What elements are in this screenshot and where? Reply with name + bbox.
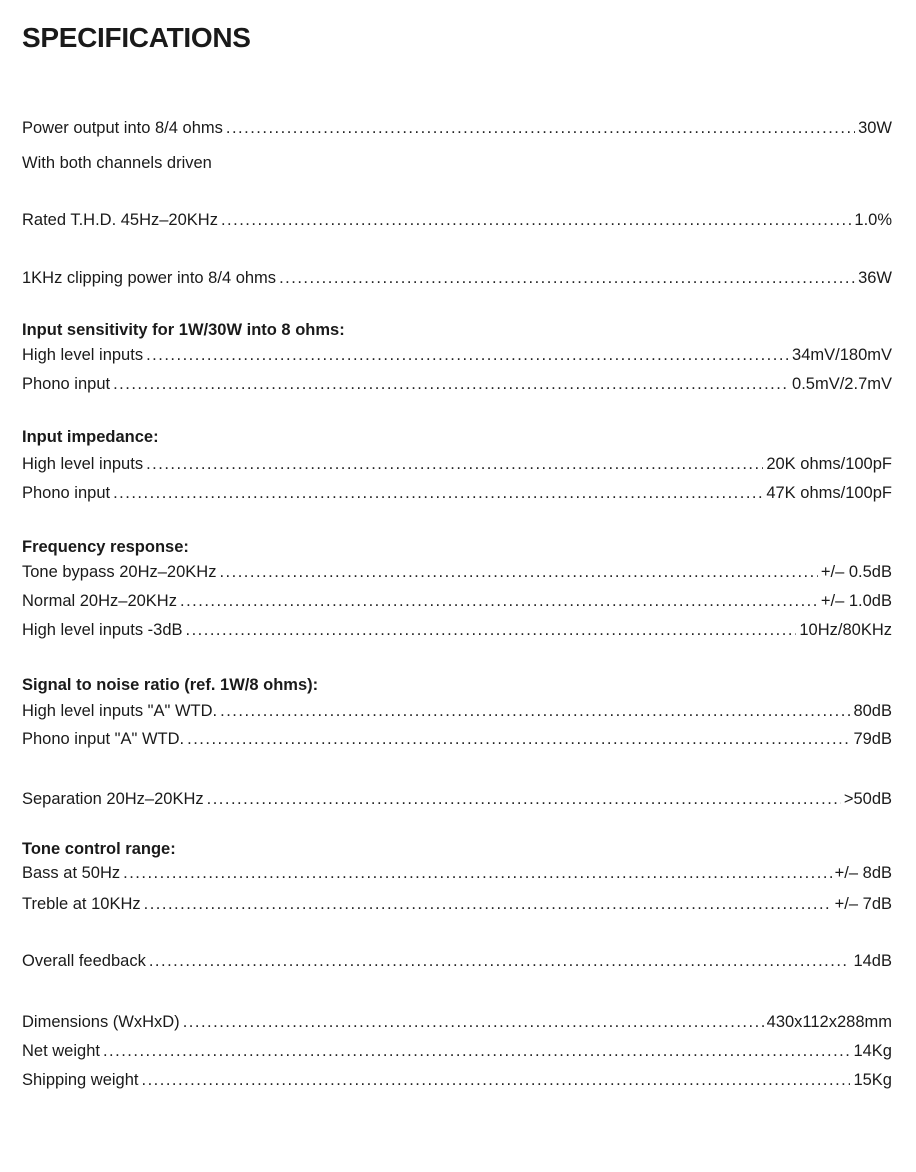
spec-label: Phono input [22,484,111,502]
leader-dots [180,591,818,611]
spec-label: Separation 20Hz–20KHz [22,790,204,808]
leader-dots [146,345,789,365]
leader-dots [144,894,832,914]
leader-dots [113,374,789,394]
spec-row-overall-feedback [22,951,892,971]
spec-row-sensitivity-high [22,345,892,365]
spec-value: +/– 8dB [834,864,892,882]
spec-value: 14Kg [853,1042,892,1060]
page-title: SPECIFICATIONS [22,22,251,53]
spec-row-snr-phono [22,729,892,749]
leader-dots [103,1041,850,1061]
leader-dots [219,562,817,582]
spec-label: Dimensions (WxHxD) [22,1013,180,1031]
spec-label: High level inputs [22,455,144,473]
leader-dots [221,210,851,230]
spec-row-treble [22,894,892,914]
spec-row-power-output [22,118,892,138]
spec-value: 20K ohms/100pF [766,455,892,473]
spec-row-thd [22,210,892,230]
spec-label: Rated T.H.D. 45Hz–20KHz [22,211,218,229]
leader-dots [149,951,851,971]
spec-row-impedance-high [22,454,892,474]
spec-row-tone-bypass [22,562,892,582]
leader-dots [279,268,855,288]
spec-value: >50dB [843,790,892,808]
spec-label: Treble at 10KHz [22,895,141,913]
spec-label: High level inputs -3dB [22,621,183,639]
leader-dots [123,863,832,883]
leader-dots [183,1012,764,1032]
spec-label: 1KHz clipping power into 8/4 ohms [22,269,277,287]
spec-value: 430x112x288mm [766,1013,892,1031]
spec-value: +/– 0.5dB [820,563,892,581]
spec-value: 34mV/180mV [792,346,892,364]
spec-row-sensitivity-phono [22,374,892,394]
spec-value: +/– 7dB [834,895,892,913]
spec-value: +/– 1.0dB [820,592,892,610]
section-heading-input-sensitivity: Input sensitivity for 1W/30W into 8 ohms: [22,321,345,339]
spec-label: Net weight [22,1042,100,1060]
spec-label: Tone bypass 20Hz–20KHz [22,563,217,581]
spec-label: Bass at 50Hz [22,864,121,882]
spec-value: 47K ohms/100pF [766,484,892,502]
leader-dots [220,701,850,721]
spec-row-dimensions [22,1012,892,1032]
spec-row-shipping-weight [22,1070,892,1090]
spec-row-impedance-phono [22,483,892,503]
leader-dots [113,483,763,503]
leader-dots [186,620,797,640]
spec-label: Power output into 8/4 ohms [22,119,223,137]
spec-row-net-weight [22,1041,892,1061]
spec-row-high-level-3db [22,620,892,640]
spec-value: 0.5mV/2.7mV [792,375,892,393]
spec-label: High level inputs [22,346,144,364]
spec-row-clipping-power [22,268,892,288]
spec-label: Normal 20Hz–20KHz [22,592,177,610]
spec-row-normal [22,591,892,611]
spec-row-separation [22,789,892,809]
spec-value: 36W [858,269,892,287]
spec-row-snr-high [22,701,892,721]
leader-dots [207,789,841,809]
leader-dots [142,1070,851,1090]
spec-note-both-channels: With both channels driven [22,154,212,172]
spec-label: Phono input "A" WTD. [22,730,185,748]
leader-dots [146,454,763,474]
section-heading-tone-control: Tone control range: [22,840,176,858]
section-heading-input-impedance: Input impedance: [22,428,159,446]
spec-label: Phono input [22,375,111,393]
spec-row-bass [22,863,892,883]
spec-value: 79dB [853,730,892,748]
leader-dots [187,729,850,749]
spec-value: 15Kg [853,1071,892,1089]
spec-label: Shipping weight [22,1071,139,1089]
spec-value: 10Hz/80KHz [799,621,892,639]
spec-label: Overall feedback [22,952,146,970]
section-heading-frequency-response: Frequency response: [22,538,189,556]
spec-value: 80dB [853,702,892,720]
leader-dots [226,118,855,138]
spec-value: 14dB [853,952,892,970]
section-heading-signal-to-noise: Signal to noise ratio (ref. 1W/8 ohms): [22,676,319,694]
spec-value: 1.0% [854,211,892,229]
spec-label: High level inputs "A" WTD. [22,702,218,720]
spec-value: 30W [858,119,892,137]
